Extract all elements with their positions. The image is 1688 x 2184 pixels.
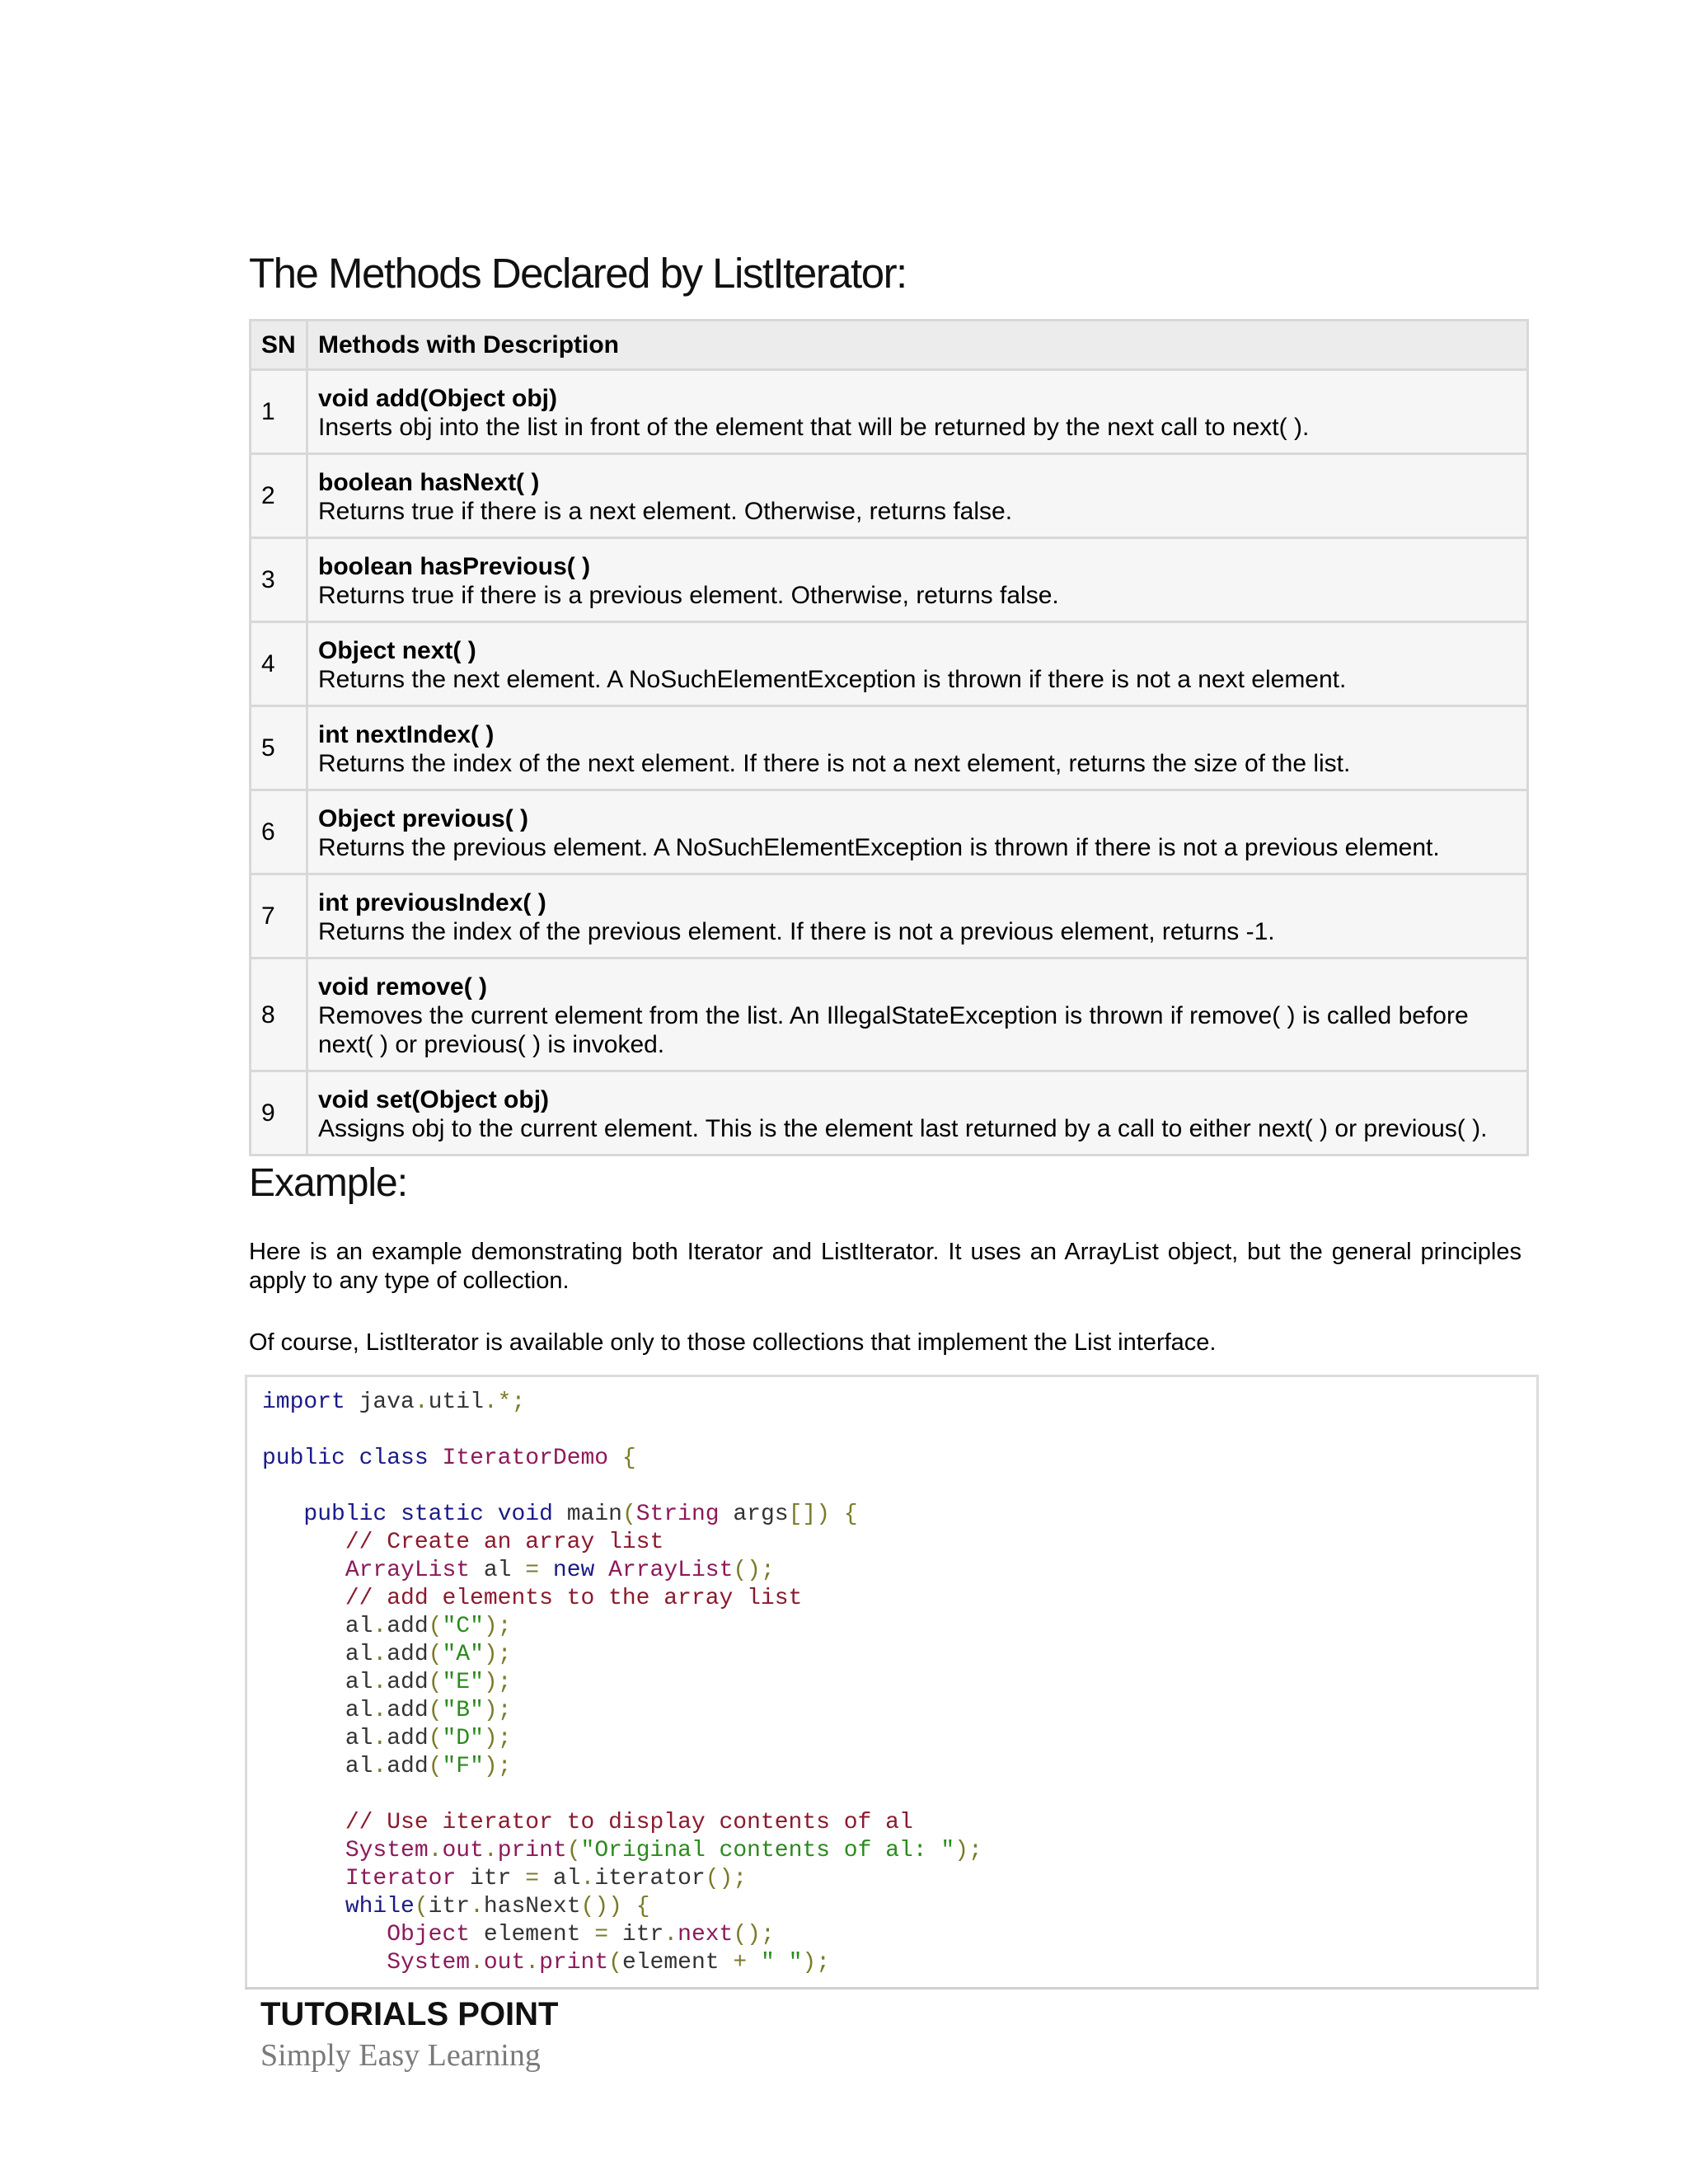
row-sn: 6 xyxy=(251,790,307,874)
footer-divider xyxy=(245,1987,1539,1990)
method-signature: boolean hasPrevious( ) xyxy=(318,553,591,580)
code-line xyxy=(262,1921,982,1949)
table-row xyxy=(251,622,1528,706)
row-method-cell xyxy=(307,790,1528,874)
code-token: . xyxy=(373,1754,387,1779)
code-token: ( xyxy=(414,1894,429,1919)
code-token: al xyxy=(262,1670,373,1695)
row-method-cell xyxy=(307,1071,1528,1155)
code-token: itr xyxy=(428,1894,471,1919)
code-token xyxy=(262,1558,345,1583)
row-sn: 4 xyxy=(251,622,307,706)
row-sn: 3 xyxy=(251,538,307,622)
code-token: args xyxy=(719,1502,789,1527)
table-row xyxy=(251,706,1528,790)
row-sn: 9 xyxy=(251,1071,307,1155)
code-token: (); xyxy=(733,1558,775,1583)
code-token xyxy=(608,1446,622,1471)
table-row xyxy=(251,790,1528,874)
code-token: al xyxy=(470,1558,526,1583)
code-token: ); xyxy=(954,1838,982,1863)
code-token: print xyxy=(539,1950,609,1975)
table-row xyxy=(251,958,1528,1071)
code-token: al xyxy=(262,1754,373,1779)
code-token: ); xyxy=(483,1726,512,1751)
code-token: . xyxy=(428,1838,443,1863)
row-sn: 8 xyxy=(251,958,307,1071)
code-token: "B" xyxy=(442,1698,484,1723)
code-token: ( xyxy=(621,1502,636,1527)
code-token: . xyxy=(483,1838,498,1863)
method-description: Returns true if there is a next element. Otherwise, returns false. xyxy=(318,498,1013,525)
footer-tagline: Simply Easy Learning xyxy=(260,2038,541,2073)
code-listing xyxy=(262,1389,982,1977)
row-sn: 7 xyxy=(251,874,307,958)
code-token: = xyxy=(594,1922,609,1947)
code-token: class xyxy=(359,1446,429,1471)
code-token: java xyxy=(345,1390,415,1415)
code-token: .*; xyxy=(483,1390,526,1415)
code-token: itr xyxy=(456,1866,526,1891)
code-token xyxy=(262,1502,303,1527)
methods-table xyxy=(249,319,1529,1156)
method-signature: void set(Object obj) xyxy=(318,1086,550,1113)
code-token: . xyxy=(470,1894,484,1919)
code-token: = xyxy=(525,1558,540,1583)
code-token: next xyxy=(678,1922,734,1947)
code-token: main xyxy=(552,1502,622,1527)
code-token: al xyxy=(539,1866,581,1891)
code-token: . xyxy=(373,1614,387,1639)
code-line xyxy=(262,1641,982,1669)
code-token: add xyxy=(387,1614,429,1639)
row-method-cell xyxy=(307,874,1528,958)
code-token: System xyxy=(387,1950,471,1975)
code-token: void xyxy=(497,1502,553,1527)
code-token: // add elements to the array list xyxy=(345,1586,803,1611)
code-token: ); xyxy=(483,1614,512,1639)
row-method-cell xyxy=(307,370,1528,454)
code-token: iterator xyxy=(594,1866,706,1891)
method-signature: Object previous( ) xyxy=(318,805,529,832)
section-heading: The Methods Declared by ListIterator: xyxy=(249,250,907,297)
code-line xyxy=(262,1389,982,1417)
code-line xyxy=(262,1445,982,1473)
code-line xyxy=(262,1697,982,1725)
code-token xyxy=(484,1502,498,1527)
code-token: // Create an array list xyxy=(345,1530,664,1555)
code-token xyxy=(387,1502,401,1527)
code-token xyxy=(594,1558,608,1583)
header-methods: Methods with Description xyxy=(307,321,1528,370)
footer-brand: TUTORIALS POINT xyxy=(260,1996,559,2032)
code-token: ()) xyxy=(580,1894,622,1919)
code-token: ( xyxy=(566,1838,581,1863)
method-signature: int previousIndex( ) xyxy=(318,889,546,916)
code-token xyxy=(262,1838,345,1863)
code-line xyxy=(262,1949,982,1977)
table-row xyxy=(251,454,1528,538)
method-signature: int nextIndex( ) xyxy=(318,721,495,748)
code-token: al xyxy=(262,1698,373,1723)
code-token: . xyxy=(414,1390,429,1415)
row-method-cell xyxy=(307,622,1528,706)
code-token: // Use iterator to display contents of al xyxy=(345,1810,913,1835)
code-token: "F" xyxy=(442,1754,484,1779)
code-token: { xyxy=(843,1502,858,1527)
code-token: import xyxy=(262,1390,345,1415)
code-line xyxy=(262,1725,982,1753)
code-token: ( xyxy=(428,1614,443,1639)
method-description: Returns the index of the next element. If there is not a next element, returns the size of the list. xyxy=(318,750,1351,777)
header-sn: SN xyxy=(251,321,307,370)
example-heading: Example: xyxy=(249,1161,408,1205)
code-line xyxy=(262,1417,982,1445)
code-token: itr xyxy=(608,1922,664,1947)
code-token xyxy=(262,1922,387,1947)
code-token xyxy=(429,1446,443,1471)
method-description: Returns the previous element. A NoSuchElementException is thrown if there is not a previous element. xyxy=(318,834,1440,861)
method-description: Removes the current element from the list. An IllegalStateException is thrown if remove( ) is called before next( ) or previous( ) is invoked. xyxy=(318,1002,1469,1058)
table-header-row xyxy=(251,321,1528,370)
code-token: + xyxy=(733,1950,748,1975)
code-line xyxy=(262,1753,982,1781)
code-token: { xyxy=(621,1446,636,1471)
code-token: add xyxy=(387,1642,429,1667)
method-signature: void remove( ) xyxy=(318,973,488,1001)
code-token: ( xyxy=(428,1754,443,1779)
code-token: ArrayList xyxy=(608,1558,734,1583)
code-token: ArrayList xyxy=(345,1558,471,1583)
code-token: add xyxy=(387,1698,429,1723)
code-token: "C" xyxy=(442,1614,484,1639)
code-token xyxy=(747,1950,761,1975)
method-description: Assigns obj to the current element. This is the element last returned by a call to either next( ) or previous( ). xyxy=(318,1115,1488,1142)
code-token: Iterator xyxy=(345,1866,457,1891)
method-signature: void add(Object obj) xyxy=(318,385,557,412)
code-token: . xyxy=(470,1950,484,1975)
code-token xyxy=(262,1894,345,1919)
code-line xyxy=(262,1669,982,1697)
code-token: []) xyxy=(788,1502,831,1527)
code-token: . xyxy=(580,1866,595,1891)
code-token xyxy=(262,1810,345,1835)
table-row xyxy=(251,874,1528,958)
code-token: al xyxy=(262,1642,373,1667)
code-token: . xyxy=(373,1670,387,1695)
method-signature: Object next( ) xyxy=(318,637,476,664)
code-token: "D" xyxy=(442,1726,484,1751)
code-token: out xyxy=(442,1838,484,1863)
code-token: System xyxy=(345,1838,429,1863)
code-token: out xyxy=(483,1950,526,1975)
code-line xyxy=(262,1557,982,1585)
code-token: add xyxy=(387,1670,429,1695)
row-sn: 5 xyxy=(251,706,307,790)
row-method-cell xyxy=(307,454,1528,538)
code-token: . xyxy=(373,1642,387,1667)
code-token xyxy=(345,1446,359,1471)
code-token: ( xyxy=(428,1726,443,1751)
method-description: Returns the index of the previous element. If there is not a previous element, returns -1. xyxy=(318,918,1275,945)
code-token: util xyxy=(428,1390,484,1415)
code-token: (); xyxy=(733,1922,775,1947)
method-description: Returns the next element. A NoSuchElementException is thrown if there is not a next element. xyxy=(318,666,1347,693)
code-token: . xyxy=(663,1922,678,1947)
row-method-cell xyxy=(307,538,1528,622)
code-token: ( xyxy=(428,1670,443,1695)
code-token: . xyxy=(373,1698,387,1723)
code-token: element xyxy=(621,1950,734,1975)
code-line xyxy=(262,1473,982,1501)
code-token: = xyxy=(525,1866,540,1891)
code-token: (); xyxy=(705,1866,748,1891)
code-token: static xyxy=(401,1502,484,1527)
code-block xyxy=(245,1375,1539,1989)
code-token: "A" xyxy=(442,1642,484,1667)
code-line xyxy=(262,1893,982,1921)
code-token: ); xyxy=(483,1642,512,1667)
code-line xyxy=(262,1781,982,1809)
code-token: ( xyxy=(608,1950,622,1975)
row-method-cell xyxy=(307,706,1528,790)
code-token: hasNext xyxy=(483,1894,581,1919)
code-token: "E" xyxy=(442,1670,484,1695)
method-signature: boolean hasNext( ) xyxy=(318,469,540,496)
code-token: { xyxy=(635,1894,650,1919)
code-token: ); xyxy=(483,1754,512,1779)
code-token: while xyxy=(345,1894,415,1919)
table-row xyxy=(251,538,1528,622)
code-token: add xyxy=(387,1726,429,1751)
code-token: " " xyxy=(760,1950,803,1975)
code-line xyxy=(262,1501,982,1529)
code-token: al xyxy=(262,1726,373,1751)
code-token: new xyxy=(552,1558,595,1583)
code-token: ); xyxy=(483,1698,512,1723)
code-token: al xyxy=(262,1614,373,1639)
code-token xyxy=(622,1894,636,1919)
code-token: String xyxy=(635,1502,720,1527)
code-token: element xyxy=(470,1922,595,1947)
example-paragraph-1: Here is an example demonstrating both Iterator and ListIterator. It uses an ArrayList object, but the general principles apply to any type of collection. xyxy=(249,1239,1522,1294)
code-token: ( xyxy=(428,1642,443,1667)
code-token: ( xyxy=(428,1698,443,1723)
code-token xyxy=(539,1558,553,1583)
code-line xyxy=(262,1809,982,1837)
code-token: Object xyxy=(387,1922,471,1947)
code-token: public xyxy=(303,1502,387,1527)
table-row xyxy=(251,370,1528,454)
code-token: public xyxy=(262,1446,345,1471)
example-paragraph-2: Of course, ListIterator is available only to those collections that implement the List interface. xyxy=(249,1329,1217,1356)
code-line xyxy=(262,1865,982,1893)
code-line xyxy=(262,1837,982,1865)
code-token: "Original contents of al: " xyxy=(580,1838,955,1863)
code-token: add xyxy=(387,1754,429,1779)
method-description: Inserts obj into the list in front of the element that will be returned by the next call to next( ). xyxy=(318,414,1310,441)
row-method-cell xyxy=(307,958,1528,1071)
code-token: IteratorDemo xyxy=(442,1446,609,1471)
code-line xyxy=(262,1585,982,1613)
code-token: ); xyxy=(802,1950,831,1975)
code-token xyxy=(262,1530,345,1555)
code-token xyxy=(830,1502,844,1527)
code-token: ); xyxy=(483,1670,512,1695)
code-token: . xyxy=(525,1950,540,1975)
code-token xyxy=(262,1950,387,1975)
code-token: print xyxy=(497,1838,567,1863)
code-line xyxy=(262,1529,982,1557)
code-token xyxy=(262,1586,345,1611)
method-description: Returns true if there is a previous element. Otherwise, returns false. xyxy=(318,582,1059,609)
row-sn: 2 xyxy=(251,454,307,538)
code-line xyxy=(262,1613,982,1641)
code-token: . xyxy=(373,1726,387,1751)
code-token xyxy=(262,1866,345,1891)
row-sn: 1 xyxy=(251,370,307,454)
table-row xyxy=(251,1071,1528,1155)
